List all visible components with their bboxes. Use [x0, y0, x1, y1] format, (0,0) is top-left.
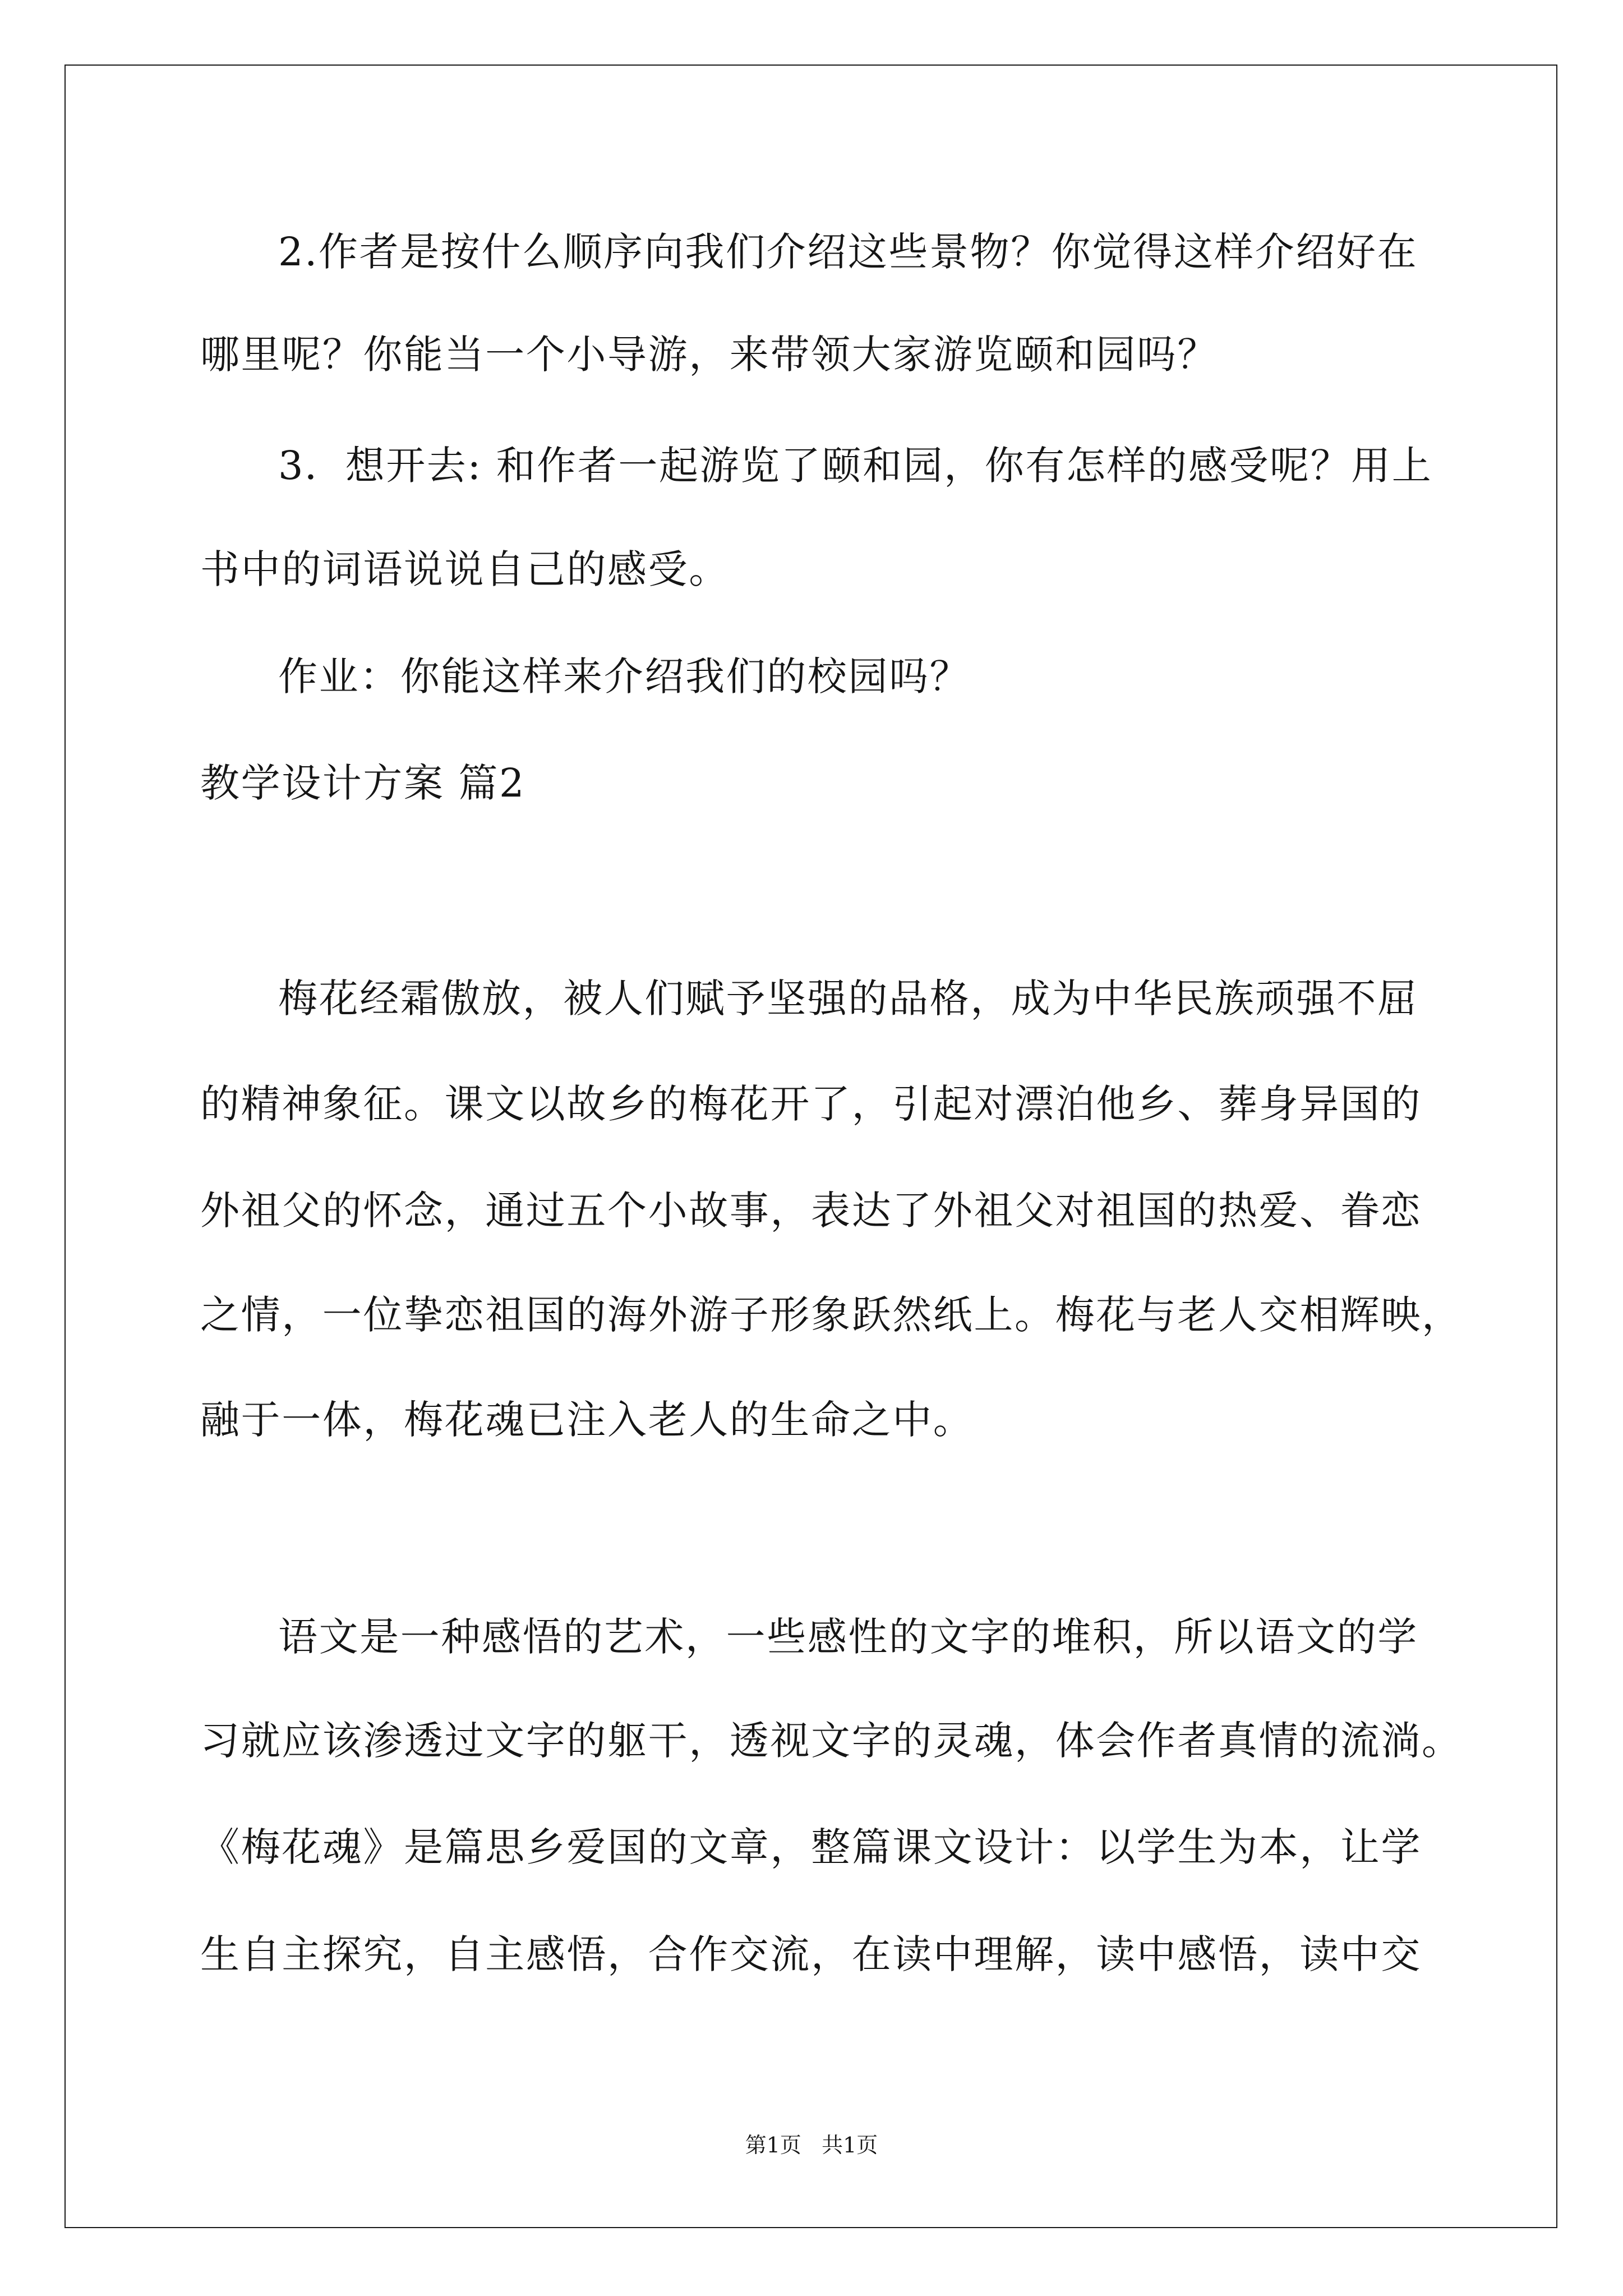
body-line: 3．想开去: 和作者一起游览了颐和园，你有怎样的感受呢？用上: [278, 443, 1433, 489]
body-line: 的精神象征。课文以故乡的梅花开了，引起对漂泊他乡、葬身异国的: [200, 1081, 1422, 1127]
body-line: 语文是一种感悟的艺术，一些感性的文字的堆积，所以语文的学: [278, 1614, 1418, 1660]
body-line: 梅花经霜傲放，被人们赋予坚强的品格，成为中华民族顽强不屈: [278, 976, 1418, 1022]
body-line: 2.作者是按什么顺序向我们介绍这些景物？你觉得这样介绍好在: [278, 229, 1418, 275]
page-number-footer: 第1页 共1页: [745, 2133, 878, 2157]
body-line: 之情，一位挚恋祖国的海外游子形象跃然纸上。梅花与老人交相辉映，: [200, 1292, 1463, 1338]
body-line: 哪里呢？你能当一个小导游，来带领大家游览颐和园吗？: [200, 332, 1218, 378]
body-line: 生自主探究，自主感悟，合作交流，在读中理解，读中感悟，读中交: [200, 1931, 1422, 1977]
page-border: [64, 65, 1557, 2228]
body-line: 《梅花魂》是篇思乡爱国的文章，整篇课文设计：以学生为本，让学: [200, 1824, 1422, 1870]
homework-line: 作业：你能这样来介绍我们的校园吗？: [278, 654, 971, 700]
body-line: 外祖父的怀念，通过五个小故事，表达了外祖父对祖国的热爱、眷恋: [200, 1188, 1422, 1234]
body-line: 融于一体，梅花魂已注入老人的生命之中。: [200, 1397, 974, 1443]
body-line: 习就应该渗透过文字的躯干，透视文字的灵魂，体会作者真情的流淌。: [200, 1718, 1463, 1764]
body-line: 书中的词语说说自己的感受。: [200, 546, 730, 592]
section-heading: 教学设计方案 篇2: [200, 760, 526, 806]
